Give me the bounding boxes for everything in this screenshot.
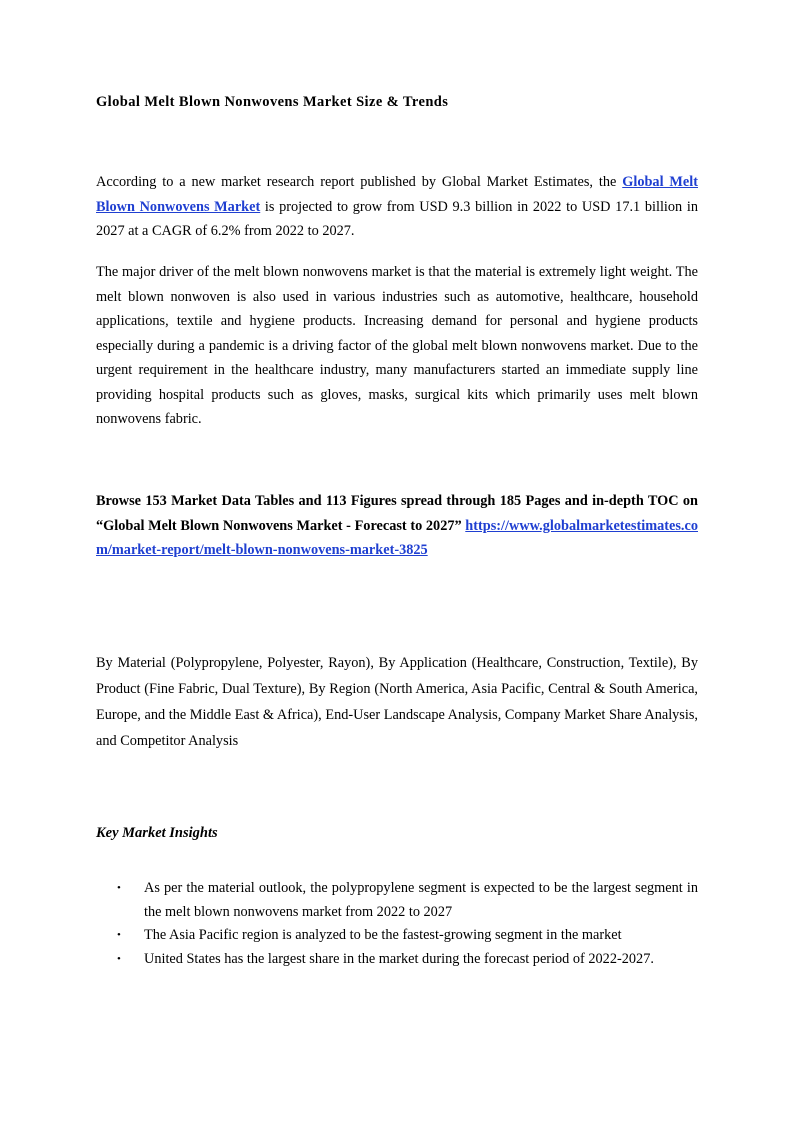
bullet-icon: • (117, 929, 121, 941)
bullet-icon: • (117, 952, 121, 965)
insight-text: As per the material outlook, the polypropylene segment is expected to be the largest segment in the melt blown nonwovens market from 2022 to 2027 (144, 880, 698, 920)
report-url-link[interactable]: https://www.globalmarketestimates.com/market-report/melt-blown-nonwovens-market-3825 (96, 517, 698, 558)
insight-text: United States has the largest share in the market during the forecast period of 2022-2027. (144, 950, 654, 967)
segments-paragraph: By Material (Polypropylene, Polyester, Rayon), By Application (Healthcare, Construction, Textile), By Product (Fine Fabric, Dual Texture), By Region (North America, Asia Pacific, Central & South America, Europe, and the Middle East & Africa), End-User Landscape Analysis, Company Market Share Analysis, and Competitor Analysis (96, 655, 698, 749)
bullet-icon: • (117, 882, 121, 894)
document-title: Global Melt Blown Nonwovens Market Size & Trends (96, 94, 449, 110)
market-driver-paragraph: The major driver of the melt blown nonwovens market is that the material is extremely light weight. The melt blown nonwoven is also used in various industries such as automotive, healthcare, household applications, textile and hygiene products. Increasing demand for personal and hygiene products especially during a pandemic is a driving factor of the global melt blown nonwovens market. Due to the urgent requirement in the healthcare industry, many manufacturers started an immediate supply line providing hospital products such as gloves, masks, surgical kits which primarily uses melt blown nonwovens fabric. (96, 264, 698, 427)
intro-text-before-link: According to a new market research report published by Global Market Estimates, the (96, 174, 623, 190)
browse-paragraph (96, 489, 698, 563)
list-item (96, 877, 698, 924)
insight-text: The Asia Pacific region is analyzed to be the fastest-growing segment in the market (144, 927, 622, 943)
list-item (96, 948, 698, 972)
browse-text: Browse 153 Market Data Tables and 113 Figures spread through 185 Pages and in-depth TOC on “Global Melt Blown Nonwovens Market - Forecast to 2027” (96, 493, 698, 534)
intro-text-after-link: is projected to grow from USD 9.3 billion in 2022 to USD 17.1 billion in 2027 at a CAGR of 6.2% from 2022 to 2027. (96, 198, 698, 239)
key-insights-list (96, 877, 698, 971)
list-item (96, 924, 698, 948)
market-report-link[interactable]: Global Melt Blown Nonwovens Market (96, 174, 698, 215)
key-insights-heading: Key Market Insights (96, 825, 218, 841)
intro-paragraph (96, 170, 698, 244)
